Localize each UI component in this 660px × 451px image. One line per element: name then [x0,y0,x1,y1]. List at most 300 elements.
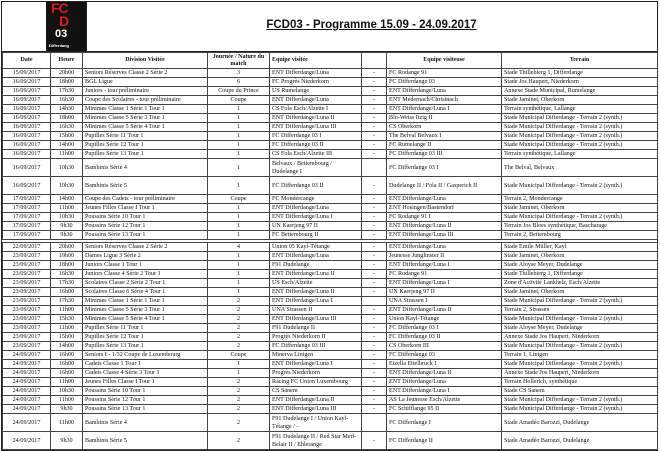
cell-away-team: Dudelange II / Fola II / Gasperich II [387,177,502,195]
cell-time: 11h00 [51,204,83,213]
cell-away-team: ENT Differdange/Luna [387,378,502,387]
cell-home-team: ENT Differdange/Luna [270,69,362,78]
cell-venue: Stade Jaminet, Oberkorn [502,204,658,213]
cell-division: Pupilles Série 11 Tour 1 [83,324,208,333]
cell-away-team: ENT Differdange/Luna I [387,279,502,288]
cell-matchday: 1 [208,105,270,114]
cell-division: Scolaires Classe 2 Série 2 Tour 1 [83,279,208,288]
cell-date: 23/09/2017 [3,288,51,297]
table-header [3,53,658,69]
cell-venue: Stade Municipal Differdange - Terrain 2 (synth.) [502,297,658,306]
cell-matchday: 1 [208,177,270,195]
cell-home-team: CS Sanem [270,387,362,396]
cell-time: 10h30 [51,177,83,195]
club-logo [46,2,86,51]
cell-matchday: 1 [208,369,270,378]
cell-home-team: FC Mondercange [270,195,362,204]
table-row [3,177,658,195]
cell-away-team: AS La Jeunesse Esch/Alzette [387,396,502,405]
cell-separator: - [362,396,387,405]
cell-division: Seniors Réserves Classe 2 Série 2 [83,243,208,252]
cell-time: 11h00 [51,414,83,432]
cell-separator: - [362,114,387,123]
logo-number: 03 [55,28,68,40]
cell-time: 11h00 [51,396,83,405]
cell-separator: - [362,78,387,87]
cell-venue: Annexe Stade Jos Haupert, Niederkorn [502,333,658,342]
table-row [3,141,658,150]
cell-division: Poussins Série 10 Tour 1 [83,213,208,222]
table-row [3,369,658,378]
cell-venue: Stade Municipal Differdange - Terrain 2 (synth.) [502,405,658,414]
cell-away-team: FC Rodange 91 [387,270,502,279]
cell-time: 15h00 [51,132,83,141]
cell-time: 10h30 [51,213,83,222]
cell-time: 17h30 [51,279,83,288]
cell-home-team: Racing FC Union Luxembourg [270,378,362,387]
cell-home-team: FC Bettembourg II [270,231,362,240]
cell-separator: - [362,342,387,351]
cell-venue: Stade Municipal Differdange - Terrain 2 (synth.) [502,342,658,351]
table-row [3,159,658,177]
cell-division: Jeunes Filles Classe I Tour 1 [83,204,208,213]
cell-venue: Stade CS Sanem [502,387,658,396]
cell-time: 18h00 [51,114,83,123]
table-row [3,288,658,297]
cell-date: 24/09/2017 [3,414,51,432]
cell-date: 23/09/2017 [3,270,51,279]
cell-date: 24/09/2017 [3,369,51,378]
cell-away-team: UNA Strassen I [387,297,502,306]
cell-venue: Stade Jos Haupert, Niederkorn [502,78,658,87]
cell-division: BGL Ligue [83,78,208,87]
column-header-away-team: Equipe visiteuse [387,53,502,69]
cell-home-team: FC Progrès Niederkorn [270,78,362,87]
cell-separator [362,414,387,432]
cell-matchday: Coupe [208,96,270,105]
cell-away-team: FC Schifflange 95 II [387,405,502,414]
table-row [3,204,658,213]
cell-separator: - [362,177,387,195]
programme-sheet [1,1,658,451]
cell-separator: - [362,405,387,414]
cell-division: Minimes Classe 5 Série 4 Tour 1 [83,123,208,132]
cell-venue: Stade Municipal Differdange - Terrain 2 (synth.) [502,360,658,369]
cell-date: 24/09/2017 [3,378,51,387]
cell-home-team: F91 Dudelange II / Red Star Merl-Belair II / Ehlerange [270,432,362,450]
table-row [3,96,658,105]
cell-away-team: ENT Medernach/Christnach [387,96,502,105]
cell-venue: Terrain synthétique, Lallange [502,150,658,159]
cell-matchday: 2 [208,342,270,351]
table-row [3,252,658,261]
cell-matchday: 6 [208,78,270,87]
table-row [3,405,658,414]
table-row [3,132,658,141]
cell-home-team: ENT Differdange/Luna [270,252,362,261]
cell-division: Pupilles Série 12 Tour 1 [83,333,208,342]
cell-venue: Stade Amadéo Barozzi, Dudelange [502,432,658,450]
cell-date: 23/09/2017 [3,324,51,333]
cell-date: 23/09/2017 [3,333,51,342]
cell-home-team: UNA Strassen II [270,306,362,315]
cell-division: Minimes Classe 1 Série 1 Tour 1 [83,105,208,114]
cell-date: 16/09/2017 [3,159,51,177]
cell-time: 9h30 [51,222,83,231]
cell-venue: Stade Jaminet, Oberkorn [502,288,658,297]
cell-separator: - [362,132,387,141]
cell-date: 17/09/2017 [3,222,51,231]
cell-time: 17h30 [51,297,83,306]
cell-matchday: 2 [208,396,270,405]
table-row [3,195,658,204]
cell-division: Minimes Classe 5 Série 3 Tour 1 [83,306,208,315]
logo-letters: FC [51,2,68,16]
cell-separator: - [362,369,387,378]
cell-date: 24/09/2017 [3,351,51,360]
cell-venue: Annexe Stade Jos Haupert, Niederkorn [502,369,658,378]
cell-home-team: ENT Differdange/Luna II [270,270,362,279]
column-header-time: Heure [51,53,83,69]
table-row [3,414,658,432]
cell-division: Bambinis Série 4 [83,159,208,177]
cell-away-team: Jeunesse Junglinster II [387,252,502,261]
table-row [3,222,658,231]
cell-separator: - [362,243,387,252]
cell-away-team: ENT Differdange/Luna [387,87,502,96]
cell-home-team: ENT Differdange/Luna II [270,396,362,405]
cell-separator: - [362,96,387,105]
cell-matchday: 1 [208,261,270,270]
cell-division: Bambinis Série 4 [83,414,208,432]
cell-home-team: ENT Differdange/Luna [270,96,362,105]
cell-matchday: 1 [208,159,270,177]
cell-home-team: ENT Differdange/Luna III [270,315,362,324]
cell-venue: Terrain synthétique, Lallange [502,105,658,114]
cell-date: 15/09/2017 [3,69,51,78]
cell-venue: Stade Municipal Differdange - Terrain 2 (synth.) [502,177,658,195]
cell-venue: Terrain Jos Bloes synthétique, Bascharage [502,222,658,231]
cell-venue: Terrain Hollerich, synthétique [502,378,658,387]
cell-division: Coupe des Scolaires - tour préliminaire [83,96,208,105]
cell-matchday: Coupe [208,195,270,204]
cell-date: 16/09/2017 [3,177,51,195]
cell-away-team: FC Differdange 03 [387,78,502,87]
cell-away-team: ENT Differdange/Luna II [387,222,502,231]
cell-matchday: 1 [208,231,270,240]
cell-division: Poussins Série 10 Tour 1 [83,387,208,396]
cell-venue: Stade Amadéo Barozzi, Dudelange [502,414,658,432]
cell-time: 19h00 [51,252,83,261]
cell-venue: The Belval, Belvaux [502,159,658,177]
cell-venue: Stade Municipal Differdange - Terrain 2 (synth.) [502,315,658,324]
cell-division: Juniors - tour préliminaire [83,87,208,96]
cell-date: 16/09/2017 [3,114,51,123]
table-row [3,69,658,78]
cell-home-team: US Rumelange [270,87,362,96]
cell-home-team: ENT Differdange/Luna II [270,288,362,297]
cell-home-team: ENT Differdange/Luna III [270,123,362,132]
table-row [3,351,658,360]
cell-division: Poussins Série 12 Tour 1 [83,396,208,405]
cell-away-team: The Belval Belvaux I [387,132,502,141]
cell-home-team: FC Differdange 03 II [270,141,362,150]
cell-away-team: FC Differdange 03 I [387,159,502,177]
cell-away-team: Blo-Weiss Itzig II [387,114,502,123]
cell-division: Pupilles Série 12 Tour 1 [83,141,208,150]
cell-home-team: ENT Differdange/Luna III [270,405,362,414]
table-row [3,114,658,123]
table-row [3,396,658,405]
cell-separator: - [362,261,387,270]
table-row [3,87,658,96]
cell-division: Jeunes Filles Classe I Tour 1 [83,378,208,387]
cell-date: 23/09/2017 [3,279,51,288]
cell-date: 23/09/2017 [3,297,51,306]
cell-matchday: 3 [208,69,270,78]
cell-date: 16/09/2017 [3,96,51,105]
cell-separator: - [362,351,387,360]
table-row [3,306,658,315]
cell-separator: - [362,288,387,297]
cell-away-team: ENT Hosingen/Bastendorf [387,204,502,213]
cell-away-team: Etzella Ettelbruck I [387,360,502,369]
cell-division: Dames Ligue 3 Série 2 [83,252,208,261]
cell-away-team: FC Differdange 03 II [387,333,502,342]
cell-division: Seniors I - 1/32 Coupe de Luxembourg [83,351,208,360]
cell-date: 23/09/2017 [3,252,51,261]
cell-time: 9h30 [51,231,83,240]
cell-home-team: ENT Differdange/Luna I [270,213,362,222]
logo-letters: D [59,13,70,29]
cell-date: 23/09/2017 [3,261,51,270]
cell-separator: - [362,315,387,324]
cell-date: 23/09/2017 [3,342,51,351]
cell-separator: - [362,141,387,150]
cell-date: 24/09/2017 [3,387,51,396]
cell-division: Scolaires Classe 6 Série 4 Tour 1 [83,288,208,297]
cell-matchday: 1 [208,141,270,150]
cell-time: 11h00 [51,324,83,333]
cell-away-team: FC Differdange I [387,414,502,432]
cell-separator: - [362,270,387,279]
cell-away-team: UN Kaerjeng 97 II [387,288,502,297]
cell-away-team: Union Kayl-Tétange [387,315,502,324]
cell-separator: - [362,360,387,369]
cell-date: 24/09/2017 [3,432,51,450]
cell-matchday: 2 [208,315,270,324]
table-row [3,342,658,351]
cell-division: Cadets Classe 1 Tour 1 [83,360,208,369]
cell-away-team: FC Differdange 03 III [387,150,502,159]
cell-home-team: F91 Dudelange I / Union Kayl-Tétange / - [270,414,362,432]
cell-matchday: 2 [208,378,270,387]
cell-division: Pupilles Série 11 Tour 1 [83,132,208,141]
table-row [3,297,658,306]
cell-venue: Stade Thillebierg 1, Differdange [502,69,658,78]
cell-separator: - [362,378,387,387]
cell-matchday: 1 [208,132,270,141]
cell-time: 11h00 [51,306,83,315]
cell-away-team: ENT Differdange/Luna II [387,306,502,315]
cell-matchday: 2 [208,333,270,342]
cell-time: 16h30 [51,123,83,132]
cell-venue: Stade Jaminet, Oberkorn [502,96,658,105]
cell-venue: Annexe Stade Municipal, Rumelange [502,87,658,96]
cell-division: Juniors Classe 4 Série 2 Tour 1 [83,270,208,279]
cell-home-team: CS Fola Esch/Alzette III [270,150,362,159]
cell-venue: Stade Municipal Differdange - Terrain 2 (synth.) [502,141,658,150]
cell-matchday: 1 [208,252,270,261]
cell-date: 17/09/2017 [3,195,51,204]
cell-home-team: UN Kaerjeng 97 II [270,222,362,231]
cell-matchday: 2 [208,387,270,396]
cell-matchday: 2 [208,324,270,333]
cell-time: 16h00 [51,360,83,369]
cell-home-team: FC Differdange 03 II [270,177,362,195]
table-row [3,105,658,114]
cell-matchday: Coupe du Prince [208,87,270,96]
cell-matchday: 1 [208,204,270,213]
cell-separator: - [362,87,387,96]
cell-division: Poussins Série 12 Tour 1 [83,222,208,231]
cell-separator: - [362,69,387,78]
cell-matchday: 1 [208,360,270,369]
cell-separator: - [362,105,387,114]
cell-time: 18h00 [51,78,83,87]
cell-separator: - [362,231,387,240]
column-header-matchday: Journée / Nature du match [208,53,270,69]
cell-home-team: Belvaux / Bettembourg / Dudelange I [270,159,362,177]
table-row [3,279,658,288]
cell-time: 20h00 [51,69,83,78]
cell-time: 9h30 [51,432,83,450]
cell-matchday: 2 [208,414,270,432]
cell-matchday: 4 [208,243,270,252]
cell-date: 24/09/2017 [3,396,51,405]
cell-home-team: F91 Dudelange [270,261,362,270]
logo-city: Differdang [49,43,69,48]
cell-separator [362,159,387,177]
cell-home-team: ENT Differdange/Luna I [270,360,362,369]
cell-separator: - [362,306,387,315]
cell-venue: Stade Thillebierg 1, Differdange [502,270,658,279]
cell-home-team: US Esch/Alzette [270,279,362,288]
cell-separator: - [362,123,387,132]
page-title: FCD03 - Programme 15.09 - 24.09.2017 [266,19,477,31]
table-row [3,387,658,396]
cell-away-team: ENT Differdange/Luna III [387,231,502,240]
column-header-separator [362,53,387,69]
cell-home-team: CS Fola Esch/Alzette I [270,105,362,114]
cell-home-team: Union 05 Kayl-Tétange [270,243,362,252]
cell-time: 15h00 [51,333,83,342]
cell-home-team: ENT Differdange/Luna [270,204,362,213]
cell-away-team: ENT Differdange/Luna II [387,369,502,378]
cell-away-team: ENT Differdange/Luna [387,195,502,204]
cell-separator: - [362,150,387,159]
cell-date: 16/09/2017 [3,105,51,114]
cell-division: Pupilles Série 13 Tour 1 [83,342,208,351]
cell-away-team: FC Differdange 03 [387,351,502,360]
cell-separator [362,297,387,306]
cell-separator: - [362,204,387,213]
cell-time: 16h00 [51,369,83,378]
cell-venue: Terrain 2, Mondercange [502,195,658,204]
cell-date: 16/09/2017 [3,141,51,150]
cell-division: Pupilles Série 13 Tour 1 [83,150,208,159]
cell-time: 11h00 [51,150,83,159]
table-row [3,378,658,387]
table-row [3,270,658,279]
cell-division: Minimes Classe 1 Série 1 Tour 1 [83,297,208,306]
table-row [3,150,658,159]
cell-venue: Stade Aloyse Meyer, Dudelange [502,261,658,270]
cell-away-team: CS Oberkorn III [387,342,502,351]
cell-time: 10h30 [51,387,83,396]
cell-home-team: F91 Dudelange II [270,324,362,333]
cell-date: 23/09/2017 [3,315,51,324]
cell-matchday: 1 [208,150,270,159]
cell-venue: Stade Emile Müller, Kayl [502,243,658,252]
cell-division: Poussins Série 13 Tour 1 [83,231,208,240]
cell-matchday: 2 [208,306,270,315]
table-row [3,315,658,324]
cell-away-team: ENT Differdange/Luna I [387,261,502,270]
title-bar [2,2,657,52]
cell-date: 16/09/2017 [3,78,51,87]
cell-date: 22/09/2017 [3,243,51,252]
cell-venue: Stade Municipal Differdange - Terrain 2 (synth.) [502,114,658,123]
table-row [3,231,658,240]
cell-away-team: FC Rodange 91 [387,69,502,78]
cell-venue: Terrain 2, Strassen [502,306,658,315]
cell-away-team: ENT Differdange/Luna I [387,387,502,396]
cell-matchday: 1 [208,222,270,231]
cell-separator: - [362,279,387,288]
cell-division: Minimes Classe 5 Série 3 Tour 1 [83,114,208,123]
table-row [3,123,658,132]
cell-separator: - [362,195,387,204]
cell-time: 16h30 [51,96,83,105]
cell-date: 24/09/2017 [3,360,51,369]
cell-home-team: Progrès Niederkorn [270,369,362,378]
cell-time: 11h00 [51,378,83,387]
cell-division: Bambinis Série 5 [83,177,208,195]
cell-away-team: FC Differdange II [387,432,502,450]
cell-time: 14h00 [51,141,83,150]
cell-away-team: CS Oberkorn [387,123,502,132]
cell-home-team: ENT Differdange/Luna II [270,114,362,123]
table-row [3,432,658,450]
cell-time: 20h00 [51,243,83,252]
cell-away-team: ENT Differdange/Luna I [387,105,502,114]
cell-separator: - [362,324,387,333]
cell-time: 15h30 [51,315,83,324]
cell-venue: Stade Municipal Differdange - Terrain 2 (synth.) [502,132,658,141]
cell-home-team: FC Differdange 03 III [270,342,362,351]
cell-division: Poussins Série 13 Tour 1 [83,405,208,414]
cell-venue: Stade Municipal Differdange - Terrain 2 (synth.) [502,396,658,405]
cell-time: 16h30 [51,270,83,279]
cell-home-team: Progrès Niederkorn II [270,333,362,342]
cell-time: 14h00 [51,342,83,351]
cell-venue: Stade Aloyse Meyer, Dudelange [502,324,658,333]
cell-venue: Terrain 2, Bettembourg [502,231,658,240]
cell-venue: Terrain 1, Lintgen [502,351,658,360]
table-row [3,324,658,333]
cell-division: Seniors Réserves Classe 2 Série 2 [83,69,208,78]
